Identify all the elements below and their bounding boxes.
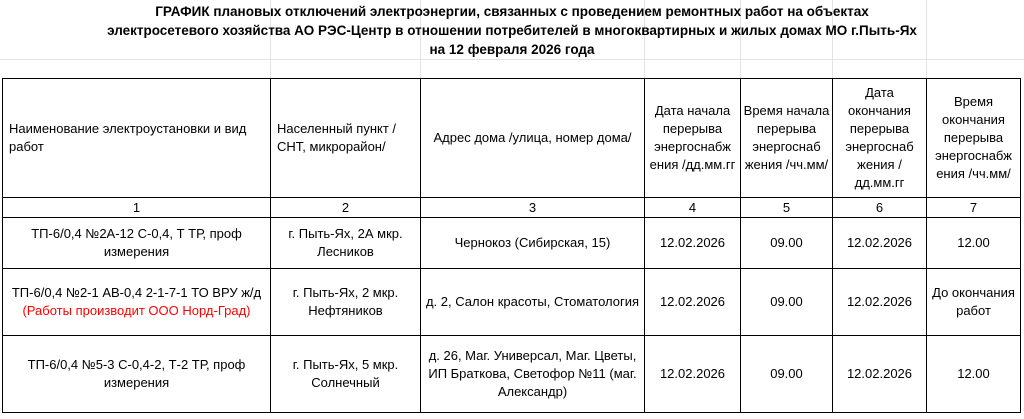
header-row: [3, 79, 1021, 198]
start-date-cell: 12.02.2026: [645, 218, 741, 269]
start-time-cell: 09.00: [741, 218, 833, 269]
title-line-3: на 12 февраля 2026 года: [429, 42, 595, 57]
locality-cell: г. Пыть-Ях, 5 мкр. Солнечный: [271, 336, 421, 413]
end-date-cell: 12.02.2026: [833, 269, 927, 336]
locality-cell: г. Пыть-Ях, 2А мкр. Лесников: [271, 218, 421, 269]
address-cell: Чернокоз (Сибирская, 15): [421, 218, 645, 269]
column-number: 2: [271, 198, 421, 218]
installation-text: ТП-6/0,4 №5-3 С-0,4-2, Т-2 ТР, проф измерения: [27, 357, 246, 390]
locality-cell: г. Пыть-Ях, 2 мкр. Нефтяников: [271, 269, 421, 336]
header-end-date: Дата окончания перерыва энергоснаб жения /дд.мм.гг: [833, 79, 927, 198]
column-number-row: [3, 198, 1021, 218]
column-number: 3: [421, 198, 645, 218]
start-time-cell: 09.00: [741, 336, 833, 413]
gridline: [0, 59, 1024, 60]
start-date-cell: 12.02.2026: [645, 269, 741, 336]
column-number: 6: [833, 198, 927, 218]
end-date-cell: 12.02.2026: [833, 218, 927, 269]
end-time-cell: До окончания работ: [927, 269, 1021, 336]
table-row: [3, 218, 1021, 269]
header-installation: Наименование электроустановки и вид работ: [3, 79, 271, 198]
header-start-date: Дата начала перерыва энергоснабж ения /дд.мм.гг: [645, 79, 741, 198]
installation-cell: [3, 218, 271, 269]
end-date-cell: 12.02.2026: [833, 336, 927, 413]
header-start-time: Время начала перерыва энергоснаб жения /чч.мм/: [741, 79, 833, 198]
header-address: Адрес дома /улица, номер дома/: [421, 79, 645, 198]
schedule-title: [0, 2, 1024, 59]
title-line-2: электросетевого хозяйства АО РЭС-Центр в отношении потребителей в многоквартирных и жилых домах МО г.Пыть-Ях: [107, 23, 917, 38]
installation-cell: [3, 336, 271, 413]
column-number: 1: [3, 198, 271, 218]
outage-schedule-table: [2, 78, 1021, 413]
column-number: 4: [645, 198, 741, 218]
contractor-note: (Работы производит ООО Норд-Град): [22, 303, 251, 318]
address-cell: д. 26, Маг. Универсал, Маг. Цветы, ИП Браткова, Светофор №11 (маг. Александр): [421, 336, 645, 413]
table-row: [3, 336, 1021, 413]
installation-cell: [3, 269, 271, 336]
end-time-cell: 12.00: [927, 336, 1021, 413]
header-end-time: Время окончания перерыва энергоснабж ения /чч.мм/: [927, 79, 1021, 198]
column-number: 5: [741, 198, 833, 218]
table-row: [3, 269, 1021, 336]
installation-text: ТП-6/0,4 №2А-12 С-0,4, Т ТР, проф измерения: [31, 226, 242, 259]
column-number: 7: [927, 198, 1021, 218]
installation-text: ТП-6/0,4 №2-1 АВ-0,4 2-1-7-1 ТО ВРУ ж/д: [11, 285, 262, 300]
address-cell: д. 2, Салон красоты, Стоматология: [421, 269, 645, 336]
header-locality: Населенный пункт /СНТ, микрорайон/: [271, 79, 421, 198]
start-time-cell: 09.00: [741, 269, 833, 336]
start-date-cell: 12.02.2026: [645, 336, 741, 413]
title-line-1: ГРАФИК плановых отключений электроэнергии, связанных с проведением ремонтных работ на объектах: [155, 4, 869, 19]
end-time-cell: 12.00: [927, 218, 1021, 269]
